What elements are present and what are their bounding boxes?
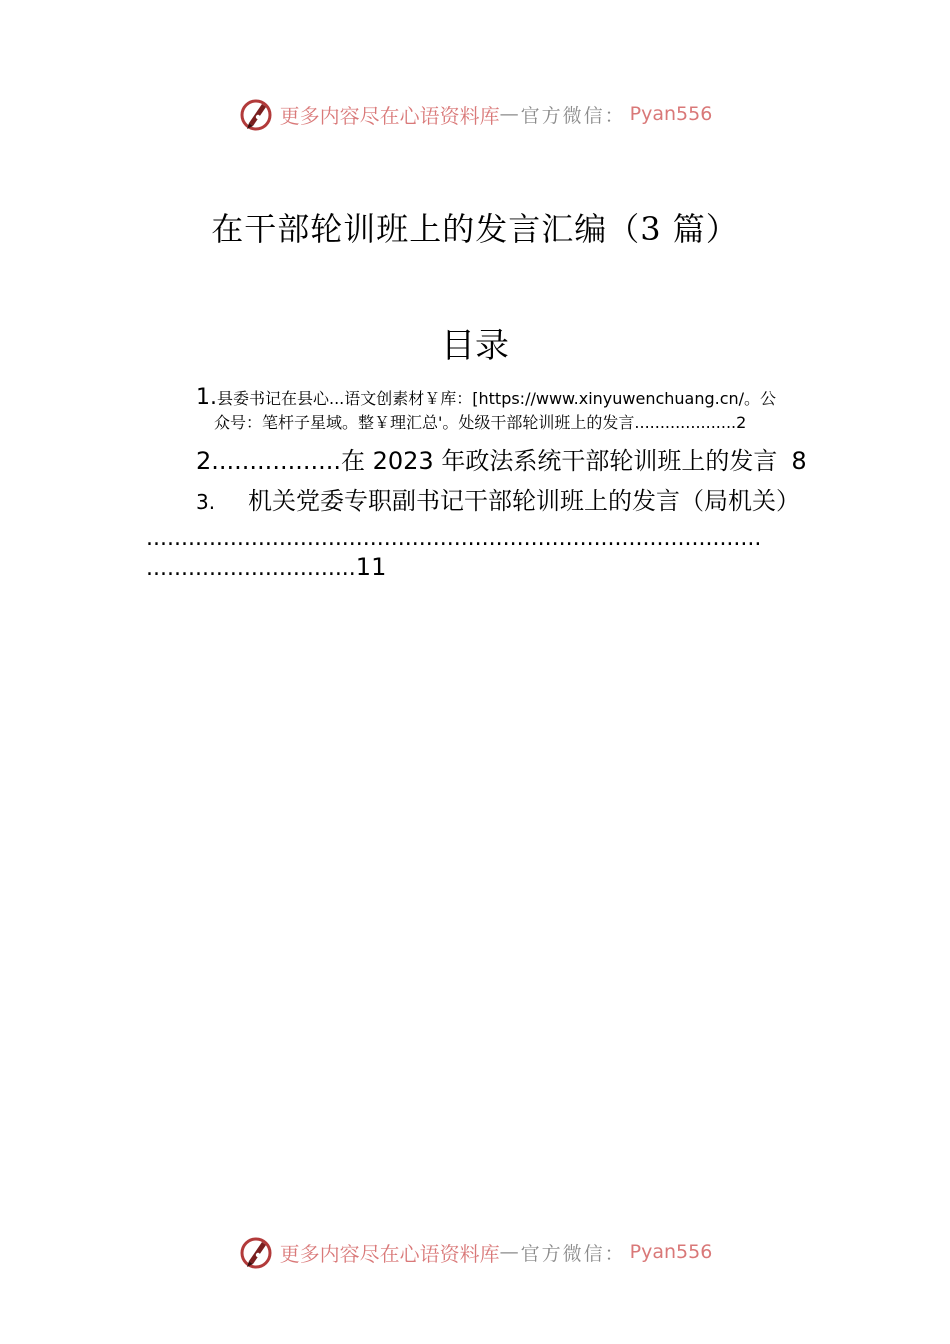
banner-wechat-label: 官方微信：: [520, 104, 626, 127]
toc-item-1[interactable]: [196, 386, 836, 435]
toc-item-leader: ........................................................................................: [146, 526, 762, 551]
banner-wechat-id: Pyan556: [629, 1241, 713, 1263]
toc-item-page: 11: [355, 553, 387, 581]
toc-item-text-line2: 众号：笔杆子星域。整￥理汇总'。处级干部轮训班上的发言: [214, 413, 635, 432]
toc-item-number: 3.: [196, 490, 216, 514]
toc-heading: 目录: [441, 326, 509, 366]
header-banner: [0, 94, 950, 134]
footer-banner: [0, 1232, 950, 1272]
toc-item-page: 2: [736, 413, 747, 432]
banner-wechat-label: 官方微信：: [520, 1242, 626, 1265]
banner-separator: —: [499, 1241, 521, 1263]
toc-item-leader: .................: [211, 447, 341, 475]
document-title: 在干部轮训班上的发言汇编（3 篇）: [211, 210, 739, 248]
toc-item-2[interactable]: [196, 444, 856, 478]
toc-item-leader: ..............................: [146, 556, 356, 581]
banner-text: 更多内容尽在心语资料库: [279, 103, 500, 128]
pen-seal-logo-icon: [238, 1234, 274, 1270]
pen-seal-logo-icon: [238, 96, 274, 132]
toc-item-leader-end: [146, 550, 386, 586]
banner-text: 更多内容尽在心语资料库: [279, 1241, 500, 1266]
banner-separator: —: [499, 103, 521, 125]
toc-item-3[interactable]: [196, 484, 856, 519]
toc-item-leader: ....................: [634, 413, 737, 432]
toc-item-text: 在 2023 年政法系统干部轮训班上的发言: [340, 447, 778, 475]
toc-item-number: 1.: [196, 385, 217, 410]
toc-item-number: 2: [196, 447, 212, 475]
toc-item-page: 8: [791, 447, 807, 475]
toc-item-text-line1: 县委书记在县心...语文创素材￥库：[https://www.xinyuwenchuang.cn/。公: [217, 389, 777, 408]
toc-item-text: 机关党委专职副书记干部轮训班上的发言（局机关）: [248, 487, 800, 515]
banner-wechat-id: Pyan556: [629, 103, 713, 125]
